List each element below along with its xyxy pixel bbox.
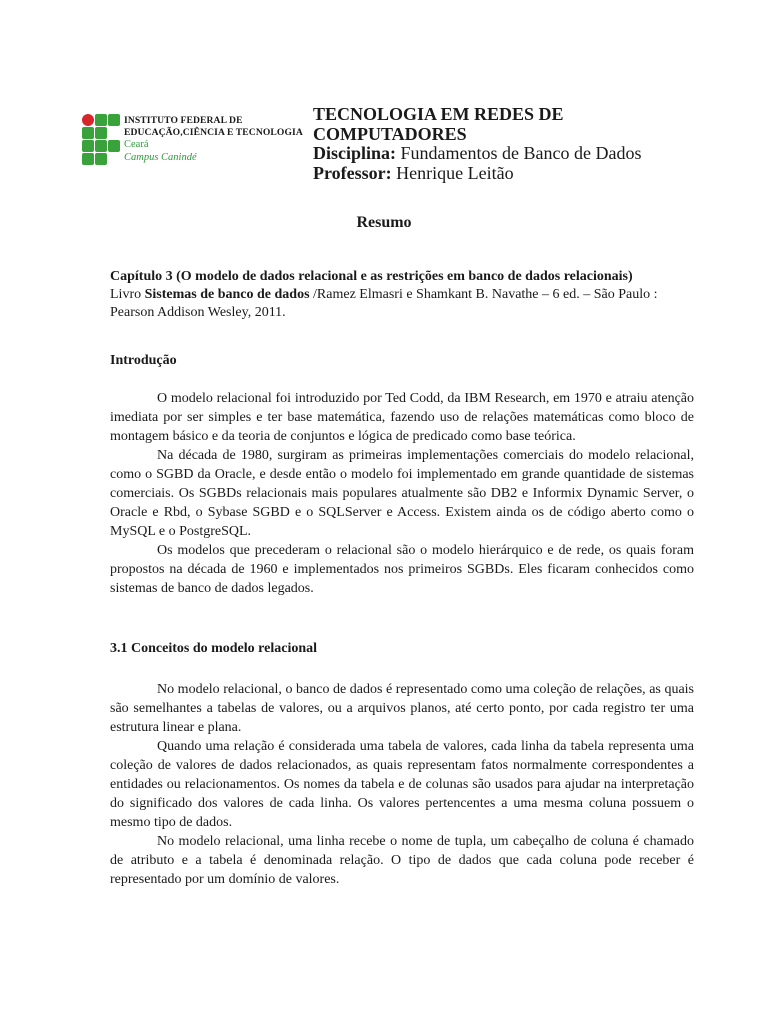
intro-paragraph: Na década de 1980, surgiram as primeiras implementações comerciais do modelo relacional, como o SGBD da Oracle, e desde então o modelo foi implementado em grande quantidade de sistemas comerciais. Os SGBDs relacionais mais populares atualmente são DB2 e Informix Dynamic Server, o Oracle e Rbd, o Sybase SGBD e o SQLServer e Access. Existem ainda os de código aberto como o MySQL e o PostgreSQL. [110,448,694,539]
logo-square [82,140,94,152]
section-paragraph: No modelo relacional, uma linha recebe o nome de tupla, um cabeçalho de coluna é chamado de atributo e a tabela é denominada relação. O tipo de dados que cada coluna pode receber é representado por um domínio de valores. [110,834,694,887]
book-prefix: Livro [110,287,145,302]
section-body [110,680,694,889]
section-paragraph: Quando uma relação é considerada uma tabela de valores, cada linha da tabela representa uma coleção de valores de dados relacionados, as quais representam fatos normalmente correspondentes a entidades ou relacionamentos. Os nomes da tabela e de colunas são usados para ajudar na interpretação do significado dos valores de cada linha. Os valores pertencentes a uma mesma coluna possuem o mesmo tipo de dados. [110,739,694,830]
document-title: Resumo [356,214,412,231]
book-citation [110,286,666,322]
professor-value: Henrique Leitão [396,163,514,183]
logo-square [108,140,120,152]
chapter-title: Capítulo 3 (O modelo de dados relacional e as restrições em banco de dados relacionais) [110,269,633,284]
institution-state: Ceará [124,139,149,150]
institute-logo [81,114,121,164]
book-title: Sistemas de banco de dados [144,287,310,302]
logo-square [82,153,94,165]
logo-square [95,153,107,165]
section-heading: 3.1 Conceitos do modelo relacional [110,641,318,656]
professor-line [313,163,514,184]
logo-square [95,140,107,152]
logo-red-circle [82,114,94,126]
intro-body [110,389,694,598]
discipline-line [313,143,641,164]
logo-square [108,114,120,126]
book-details: /Ramez Elmasri e Shamkant B. Navathe – 6 ed. – São Paulo : Pearson Addison Wesley, 2011. [110,287,658,320]
institution-name-line1: INSTITUTO FEDERAL DE [124,115,243,126]
discipline-label: Disciplina: [313,143,397,163]
reference-block [110,268,666,322]
logo-square [95,114,107,126]
intro-paragraph: O modelo relacional foi introduzido por Ted Codd, da IBM Research, em 1970 e atraiu atenção imediata por ser simples e ter base matemática, fazendo uso de relações matemáticas como bloco de montagem básico e da teoria de conjuntos e lógica de predicado como base teórica. [110,391,694,444]
course-title-line1: TECNOLOGIA EM REDES DE [313,104,564,124]
logo-square [82,127,94,139]
intro-heading: Introdução [110,353,177,368]
professor-label: Professor: [313,163,392,183]
institution-campus: Campus Canindé [124,152,197,163]
section-paragraph: No modelo relacional, o banco de dados é representado como uma coleção de relações, as quais são semelhantes a tabelas de valores, ou a arquivos planos, até certo ponto, por cada registro ter uma estrutura linear e plana. [110,682,694,735]
logo-square [95,127,107,139]
intro-paragraph: Os modelos que precederam o relacional são o modelo hierárquico e de rede, os quais foram propostos na década de 1960 e implementados nos primeiros SGBDs. Eles ficaram conhecidos como sistemas de banco de dados legados. [110,543,694,596]
institution-name-line2: EDUCAÇÃO,CIÊNCIA E TECNOLOGIA [124,127,303,138]
discipline-value: Fundamentos de Banco de Dados [400,143,642,163]
course-title-line2: COMPUTADORES [313,124,467,144]
